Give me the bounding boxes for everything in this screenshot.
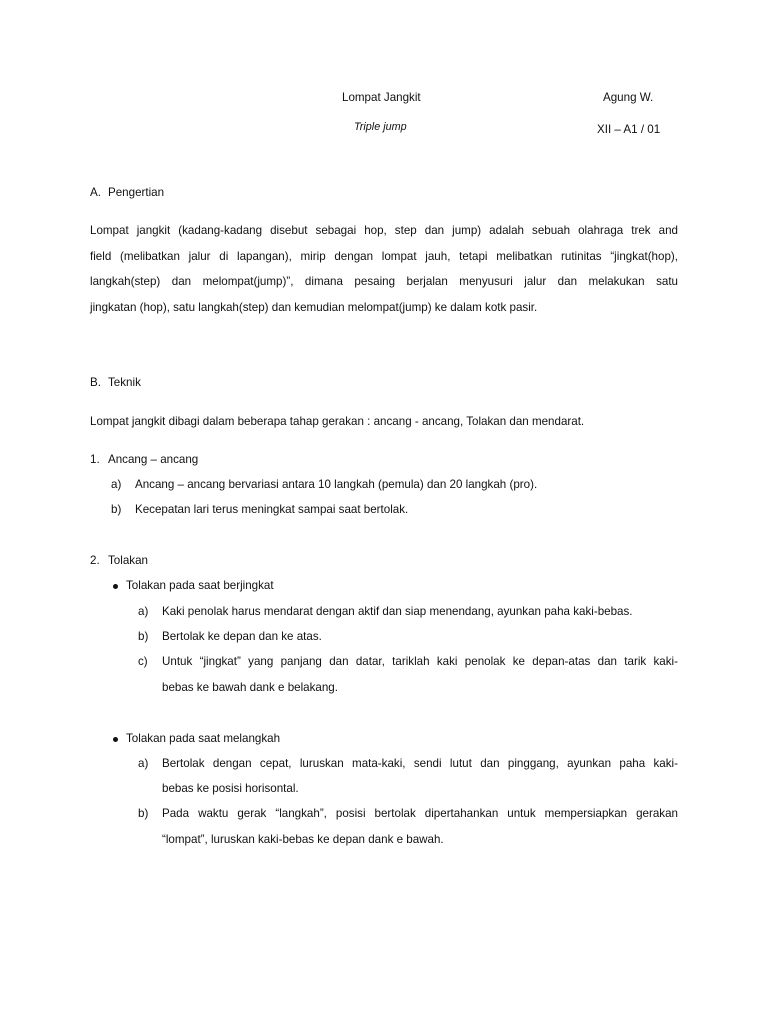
bullet-2-label: Tolakan pada saat melangkah (126, 732, 281, 745)
bullet-1-label: Tolakan pada saat berjingkat (126, 579, 274, 592)
bullet-1a-marker: a) (138, 605, 149, 618)
bullet-dot (113, 584, 118, 589)
item-1-heading: Ancang – ancang (108, 453, 199, 466)
item-1a-marker: a) (111, 478, 122, 491)
bullet-dot (113, 737, 118, 742)
item-2-heading: Tolakan (108, 554, 148, 567)
section-a-line-1: Lompat jangkit (kadang-kadang disebut sebagai hop, step dan jump) adalah sebuah olahraga trek and (90, 224, 678, 237)
item-1b-marker: b) (111, 503, 122, 516)
item-1b-text: Kecepatan lari terus meningkat sampai saat bertolak. (135, 503, 409, 516)
bullet-2a-line-1: Bertolak dengan cepat, luruskan mata-kaki, sendi lutut dan pinggang, ayunkan paha kaki- (162, 757, 678, 770)
document-subtitle: Triple jump (354, 121, 407, 133)
item-1a-text: Ancang – ancang bervariasi antara 10 langkah (pemula) dan 20 langkah (pro). (135, 478, 538, 491)
section-b-heading: Teknik (108, 376, 141, 389)
section-a-line-4: jingkatan (hop), satu langkah(step) dan kemudian melompat(jump) ke dalam kotk pasir. (90, 301, 538, 314)
class-label: XII – A1 / 01 (597, 123, 661, 136)
bullet-1c-marker: c) (138, 655, 148, 668)
section-b-intro: Lompat jangkit dibagi dalam beberapa tahap gerakan : ancang - ancang, Tolakan dan mendarat. (90, 415, 585, 428)
section-a-line-3: langkah(step) dan melompat(jump)”, dimana pesaing berjalan menyusuri jalur dan melakukan satu (90, 275, 678, 288)
bullet-1c-line-2: bebas ke bawah dank e belakang. (162, 681, 338, 694)
section-a-line-2: field (melibatkan jalur di lapangan), mirip dengan lompat jauh, tetapi melibatkan rutinitas “jingkat(hop), (90, 250, 678, 263)
section-a-heading: Pengertian (108, 186, 165, 199)
author-name: Agung W. (603, 91, 654, 104)
bullet-2b-line-1: Pada waktu gerak “langkah”, posisi bertolak dipertahankan untuk mempersiapkan gerakan (162, 807, 678, 820)
bullet-2b-line-2: “lompat”, luruskan kaki-bebas ke depan dank e bawah. (162, 833, 444, 846)
bullet-1a-text: Kaki penolak harus mendarat dengan aktif dan siap menendang, ayunkan paha kaki-bebas. (162, 605, 633, 618)
bullet-1c-line-1: Untuk “jingkat” yang panjang dan datar, tariklah kaki penolak ke depan-atas dan tarik kaki- (162, 655, 678, 668)
bullet-2a-marker: a) (138, 757, 149, 770)
item-2-marker: 2. (90, 554, 100, 567)
section-b-marker: B. (90, 376, 101, 389)
bullet-2a-line-2: bebas ke posisi horisontal. (162, 782, 299, 795)
document-title: Lompat Jangkit (342, 91, 421, 104)
bullet-1b-marker: b) (138, 630, 149, 643)
item-1-marker: 1. (90, 453, 100, 466)
bullet-2b-marker: b) (138, 807, 149, 820)
section-a-marker: A. (90, 186, 101, 199)
bullet-1b-text: Bertolak ke depan dan ke atas. (162, 630, 322, 643)
